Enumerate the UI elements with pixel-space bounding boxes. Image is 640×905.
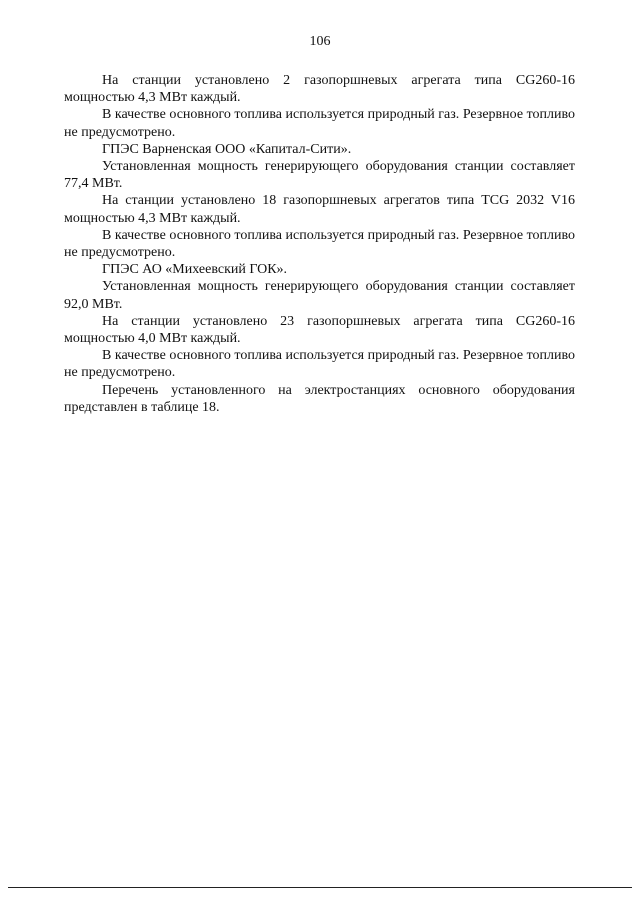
document-body: [64, 72, 575, 416]
paragraph: На станции установлено 18 газопоршневых агрегатов типа TCG 2032 V16 мощностью 4,3 МВт каждый.: [64, 193, 575, 226]
paragraph: В качестве основного топлива используется природный газ. Резервное топливо не предусмотрено.: [64, 107, 575, 140]
section-heading: ГПЭС АО «Михеевский ГОК».: [102, 262, 288, 278]
paragraph: Установленная мощность генерирующего оборудования станции составляет 77,4 МВт.: [64, 159, 575, 192]
section-heading: ГПЭС Варненская ООО «Капитал-Сити».: [102, 141, 352, 157]
paragraph: На станции установлено 2 газопоршневых агрегата типа CG260-16 мощностью 4,3 МВт каждый.: [64, 73, 575, 106]
paragraph: В качестве основного топлива используется природный газ. Резервное топливо не предусмотрено.: [64, 348, 575, 381]
paragraph: Установленная мощность генерирующего оборудования станции составляет 92,0 МВт.: [64, 279, 575, 312]
paragraph: В качестве основного топлива используется природный газ. Резервное топливо не предусмотрено.: [64, 227, 575, 261]
paragraph: На станции установлено 23 газопоршневых агрегата типа CG260-16 мощностью 4,0 МВт каждый.: [64, 313, 575, 347]
bottom-divider: [8, 887, 632, 888]
page-number: 106: [309, 34, 331, 49]
paragraph: Перечень установленного на электростанциях основного оборудования представлен в таблице 18.: [64, 382, 575, 415]
